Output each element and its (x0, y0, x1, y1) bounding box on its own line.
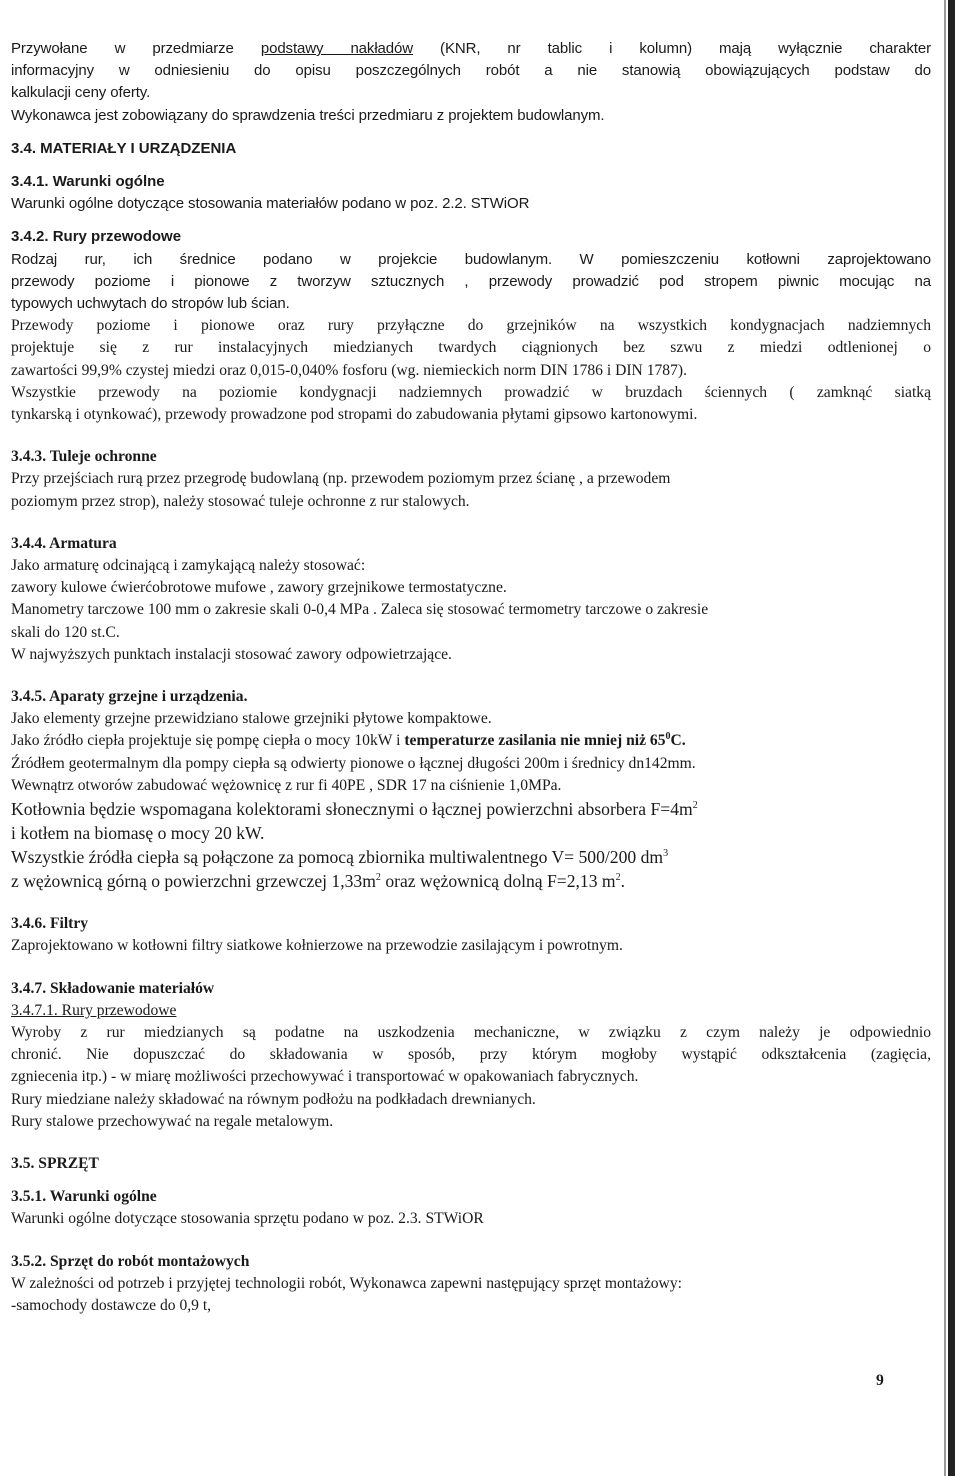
paragraph-line (11, 730, 931, 752)
spacer (11, 958, 931, 978)
bold-text-run: C. (670, 732, 686, 750)
paragraph-line: Warunki ogólne dotyczące stosowania materiałów podano w poz. 2.2. STWiOR (11, 195, 530, 213)
paragraph-line: tynkarską i otynkować), przewody prowadzone pod stropami do zabudowania płytami gipsowo kartonowymi. (11, 406, 698, 424)
spacer (11, 127, 931, 138)
intro-line: Wykonawca jest zobowiązany do sprawdzenia treści przedmiaru z projektem budowlanym. (11, 106, 605, 124)
paragraph-line: W zależności od potrzeb i przyjętej technologii robót, Wykonawca zapewni następujący sprzęt montażowy: (11, 1274, 682, 1292)
paragraph-line: zawartości 99,9% czystej miedzi oraz 0,015-0,040% fosforu (wg. niemieckich norm DIN 1786 i DIN 1787). (11, 361, 687, 379)
paragraph-line: przewody poziome i pionowe z tworzyw sztucznych , przewody prowadzić pod stropem piwnic mocując na (11, 272, 931, 290)
spacer (11, 160, 931, 171)
text-run: . (620, 871, 625, 892)
text-run: Wszystkie źródła ciepła są połączone za pomocą zbiornika multiwalentnego V= 500/200 dm (11, 847, 664, 868)
paragraph-line: projektuje się z rur instalacyjnych miedzianych twardych ciągnionych bez szwu z miedzi odtlenionej o (11, 339, 931, 357)
superscript: 2 (375, 872, 381, 884)
paragraph-line: i kotłem na biomasę o mocy 20 kW. (11, 823, 265, 844)
paragraph-line: W najwyższych punktach instalacji stosować zawory odpowietrzające. (11, 645, 452, 663)
section-heading: 3.4.2. Rury przewodowe (11, 228, 182, 246)
section-heading: 3.4. MATERIAŁY I URZĄDZENIA (11, 139, 237, 157)
bold-text-run: temperaturze zasilania nie mniej niż 65 (404, 732, 666, 750)
superscript: 2 (692, 800, 698, 812)
superscript: 3 (663, 848, 669, 860)
intro-line: kalkulacji ceny oferty. (11, 84, 151, 102)
section-heading: 3.5.2. Sprzęt do robót montażowych (11, 1252, 250, 1270)
section-heading: 3.5.1. Warunki ogólne (11, 1188, 157, 1206)
paragraph-line: Przewody poziome i pionowe oraz rury przyłączne do grzejników na wszystkich kondygnacjach nadziemnych (11, 317, 931, 335)
paragraph-line: poziomym przez strop), należy stosować tuleje ochronne z rur stalowych. (11, 492, 470, 510)
paragraph-line: Rury stalowe przechowywać na regale metalowym. (11, 1112, 334, 1130)
spacer (11, 666, 931, 686)
intro-text: (KNR, nr tablic i kolumn) mają wyłącznie charakter (413, 40, 931, 57)
spacer (11, 1175, 931, 1186)
intro-underlined-text: podstawy nakładów (260, 40, 414, 57)
paragraph-line: Rodzaj rur, ich średnice podano w projekcie budowlanym. W pomieszczeniu kotłowni zaprojektowano (11, 250, 931, 268)
superscript: 2 (615, 872, 621, 884)
paragraph-line: Warunki ogólne dotyczące stosowania sprzętu podano w poz. 2.3. STWiOR (11, 1210, 484, 1228)
spacer (11, 426, 931, 446)
scan-edge (948, 0, 955, 1476)
text-run: Kotłownia będzie wspomagana kolektorami słonecznymi o łącznej powierzchni absorbera F=4m (11, 799, 693, 820)
paragraph-line: typowych uchwytach do stropów lub ścian. (11, 295, 290, 313)
superscript: 0 (665, 731, 671, 743)
section-heading: 3.4.5. Aparaty grzejne i urządzenia. (11, 688, 248, 706)
spacer (11, 1231, 931, 1251)
section-heading: 3.4.3. Tuleje ochronne (11, 448, 157, 466)
paragraph-line (11, 845, 931, 869)
section-heading: 3.4.7. Składowanie materiałów (11, 979, 215, 997)
paragraph-line: Wewnątrz otworów zabudować wężownicę z rur fi 40PE , SDR 17 na ciśnienie 1,0MPa. (11, 776, 562, 794)
document-body (11, 38, 931, 1317)
paragraph-line: Manometry tarczowe 100 mm o zakresie skali 0-0,4 MPa . Zaleca się stosować termometry tarczowe o zakresie (11, 601, 709, 619)
scan-edge-shadow (944, 0, 946, 1476)
spacer (11, 893, 931, 913)
spacer (11, 215, 931, 226)
paragraph-line: Przy przejściach rurą przez przegrodę budowlaną (np. przewodem poziomym przez ścianę , a przewodem (11, 470, 671, 488)
paragraph-line: Źródłem geotermalnym dla pompy ciepła są odwierty pionowe o łącznej długości 200m i średnicy dn142mm. (11, 754, 696, 772)
intro-text: Przywołane w przedmiarze (11, 40, 261, 57)
spacer (11, 1133, 931, 1153)
paragraph-line (11, 797, 931, 821)
paragraph-line: Jako elementy grzejne przewidziano stalowe grzejniki płytowe kompaktowe. (11, 710, 492, 728)
section-heading: 3.4.6. Filtry (11, 915, 89, 933)
spacer (11, 513, 931, 533)
text-run: oraz wężownicą dolną F=2,13 m (380, 871, 616, 892)
paragraph-line: zawory kulowe ćwierćobrotowe mufowe , zawory grzejnikowe termostatyczne. (11, 579, 507, 597)
paragraph-line (11, 869, 931, 893)
paragraph-line: zgniecenia itp.) - w miarę możliwości przechowywać i transportować w opakowaniach fabrycznych. (11, 1068, 639, 1086)
section-heading: 3.4.4. Armatura (11, 534, 117, 552)
paragraph-line: Wszystkie przewody na poziomie kondygnacji nadziemnych prowadzić w bruzdach ściennych ( zamknąć siatką (11, 383, 931, 401)
page-number: 9 (876, 1372, 884, 1389)
text-run: Jako źródło ciepła projektuje się pompę ciepła o mocy 10kW i (11, 732, 405, 750)
section-heading: 3.4.1. Warunki ogólne (11, 173, 165, 191)
paragraph-line: chronić. Nie dopuszczać do składowania w sposób, przy którym mogłoby wystąpić odkształcenia (zagięcia, (11, 1046, 931, 1064)
intro-line: informacyjny w odniesieniu do opisu poszczególnych robót a nie stanowią obowiązujących podstaw do (11, 62, 931, 80)
paragraph-line: Zaprojektowano w kotłowni filtry siatkowe kołnierzowe na przewodzie zasilającym i powrotnym. (11, 937, 623, 955)
intro-line (11, 38, 931, 60)
text-run: z wężownicą górną o powierzchni grzewczej 1,33m (11, 871, 376, 892)
paragraph-line: Rury miedziane należy składować na równym podłożu na podkładach drewnianych. (11, 1090, 536, 1108)
paragraph-line: skali do 120 st.C. (11, 623, 120, 641)
paragraph-line: -samochody dostawcze do 0,9 t, (11, 1296, 212, 1314)
paragraph-line: Jako armaturę odcinającą i zamykającą należy stosować: (11, 557, 366, 575)
subsection-heading: 3.4.7.1. Rury przewodowe (11, 1001, 177, 1019)
paragraph-line: Wyroby z rur miedzianych są podatne na uszkodzenia mechaniczne, w związku z czym należy je odpowiednio (11, 1023, 931, 1041)
section-heading: 3.5. SPRZĘT (11, 1154, 99, 1172)
